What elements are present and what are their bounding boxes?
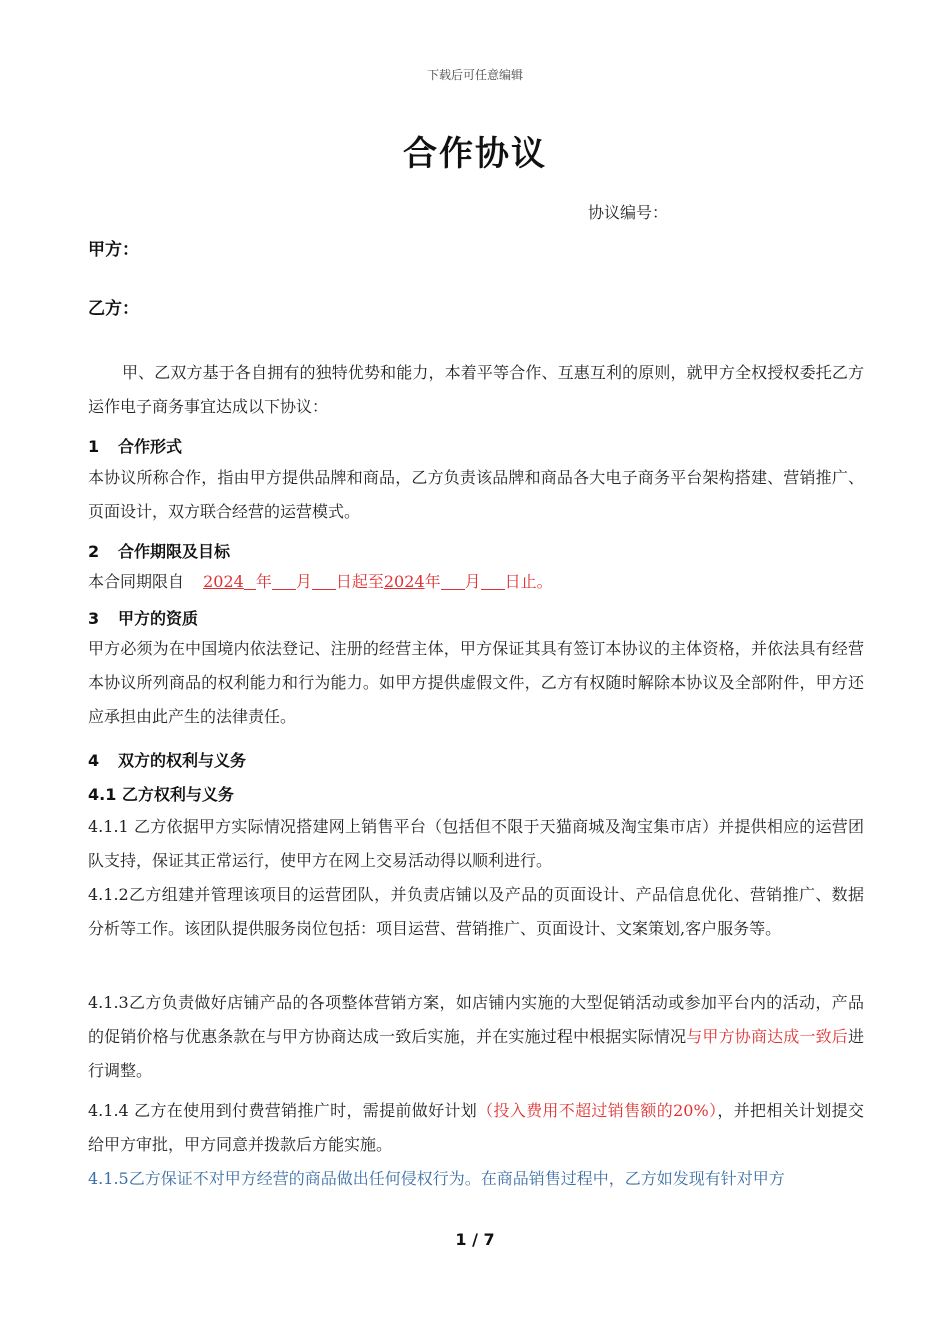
month-label: 月 [464,572,481,591]
section-4-heading [88,748,246,771]
day-blank [312,571,336,590]
intro-paragraph: 甲、乙双方基于各自拥有的独特优势和能力，本着平等合作、互惠互利的原则，就甲方全权授权委托乙方运作电子商务事宜达成以下协议： [88,363,864,416]
clause-text: 4.1.4 乙方在使用到付费营销推广时，需提前做好计划 [88,1101,478,1120]
section-title: 合作期限及目标 [118,542,231,561]
section-number: 1 [88,437,100,456]
month-blank [272,571,296,590]
clause-4-1-5: 4.1.5乙方保证不对甲方经营的商品做出任何侵权行为。在商品销售过程中，乙方如发现有针对甲方 [88,1169,785,1188]
section-number: 2 [88,542,100,561]
agreement-number-label: 协议编号： [588,203,669,222]
clause-text: 进行调整。 [88,1027,864,1080]
clause-highlight: 与甲方协商达成一致后 [686,1027,848,1046]
month-blank [441,571,465,590]
section-3-heading [88,606,198,629]
document-title: 合作协议 [403,134,547,174]
clause-4-1-1: 4.1.1 乙方依据甲方实际情况搭建网上销售平台（包括但不限于天猫商城及淘宝集市店）并提供相应的运营团队支持，保证其正常运行，使甲方在网上交易活动得以顺利进行。 [88,817,864,870]
section-title: 双方的权利与义务 [118,751,247,770]
page-number: 1 / 7 [455,1230,495,1249]
party-b-label: 乙方： [88,299,139,319]
section-title: 甲方的资质 [118,609,199,628]
blank [244,571,256,590]
end-year: 2024 [383,572,425,591]
start-year: 2024 [203,572,244,591]
term-prefix: 本合同期限自 [88,572,185,591]
from-label: 日起至 [335,572,384,591]
section-number: 4 [88,751,100,770]
section-3-text: 甲方必须为在中国境内依法登记、注册的经营主体，甲方保证其具有签订本协议的主体资格，并依法具有经营本协议所列商品的权利能力和行为能力。如甲方提供虚假文件，乙方有权随时解除本协议及全部附件，甲方还应承担由此产生的法律责任。 [88,639,864,726]
section-2-heading [88,539,230,562]
clause-4-1-3 [88,986,864,1088]
subsection-4-1-heading: 4.1 乙方权利与义务 [88,785,234,804]
section-1-text: 本协议所称合作，指由甲方提供品牌和商品，乙方负责该品牌和商品各大电子商务平台架构搭建、营销推广、页面设计，双方联合经营的运营模式。 [88,468,864,521]
clause-4-1-4 [88,1094,864,1162]
party-a-label: 甲方： [88,240,139,260]
section-number: 3 [88,609,100,628]
day-blank [481,571,505,590]
clause-text: ，并把相关计划提交给甲方审批，甲方同意并拨款后方能实施。 [88,1101,864,1154]
section-1-heading [88,434,182,457]
header-note: 下载后可任意编辑 [426,68,523,82]
year-label: 年 [424,572,441,591]
end-label: 日止。 [504,572,553,591]
clause-text: 4.1.3乙方负责做好店铺产品的各项整体营销方案，如店铺内实施的大型促销活动或参加平台内的活动，产品的促销价格与优惠条款在与甲方协商达成一致后实施，并在实施过程中根据实际情况 [88,993,864,1046]
section-2-term-line [88,565,864,599]
clause-highlight: （投入费用不超过销售额的20%） [477,1101,718,1120]
year-label: 年 [255,572,272,591]
clause-4-1-2: 4.1.2乙方组建并管理该项目的运营团队，并负责店铺以及产品的页面设计、产品信息优化、营销推广、数据分析等工作。该团队提供服务岗位包括：项目运营、营销推广、页面设计、文案策划,客户服务等。 [88,885,864,938]
month-label: 月 [295,572,312,591]
section-title: 合作形式 [118,437,183,456]
